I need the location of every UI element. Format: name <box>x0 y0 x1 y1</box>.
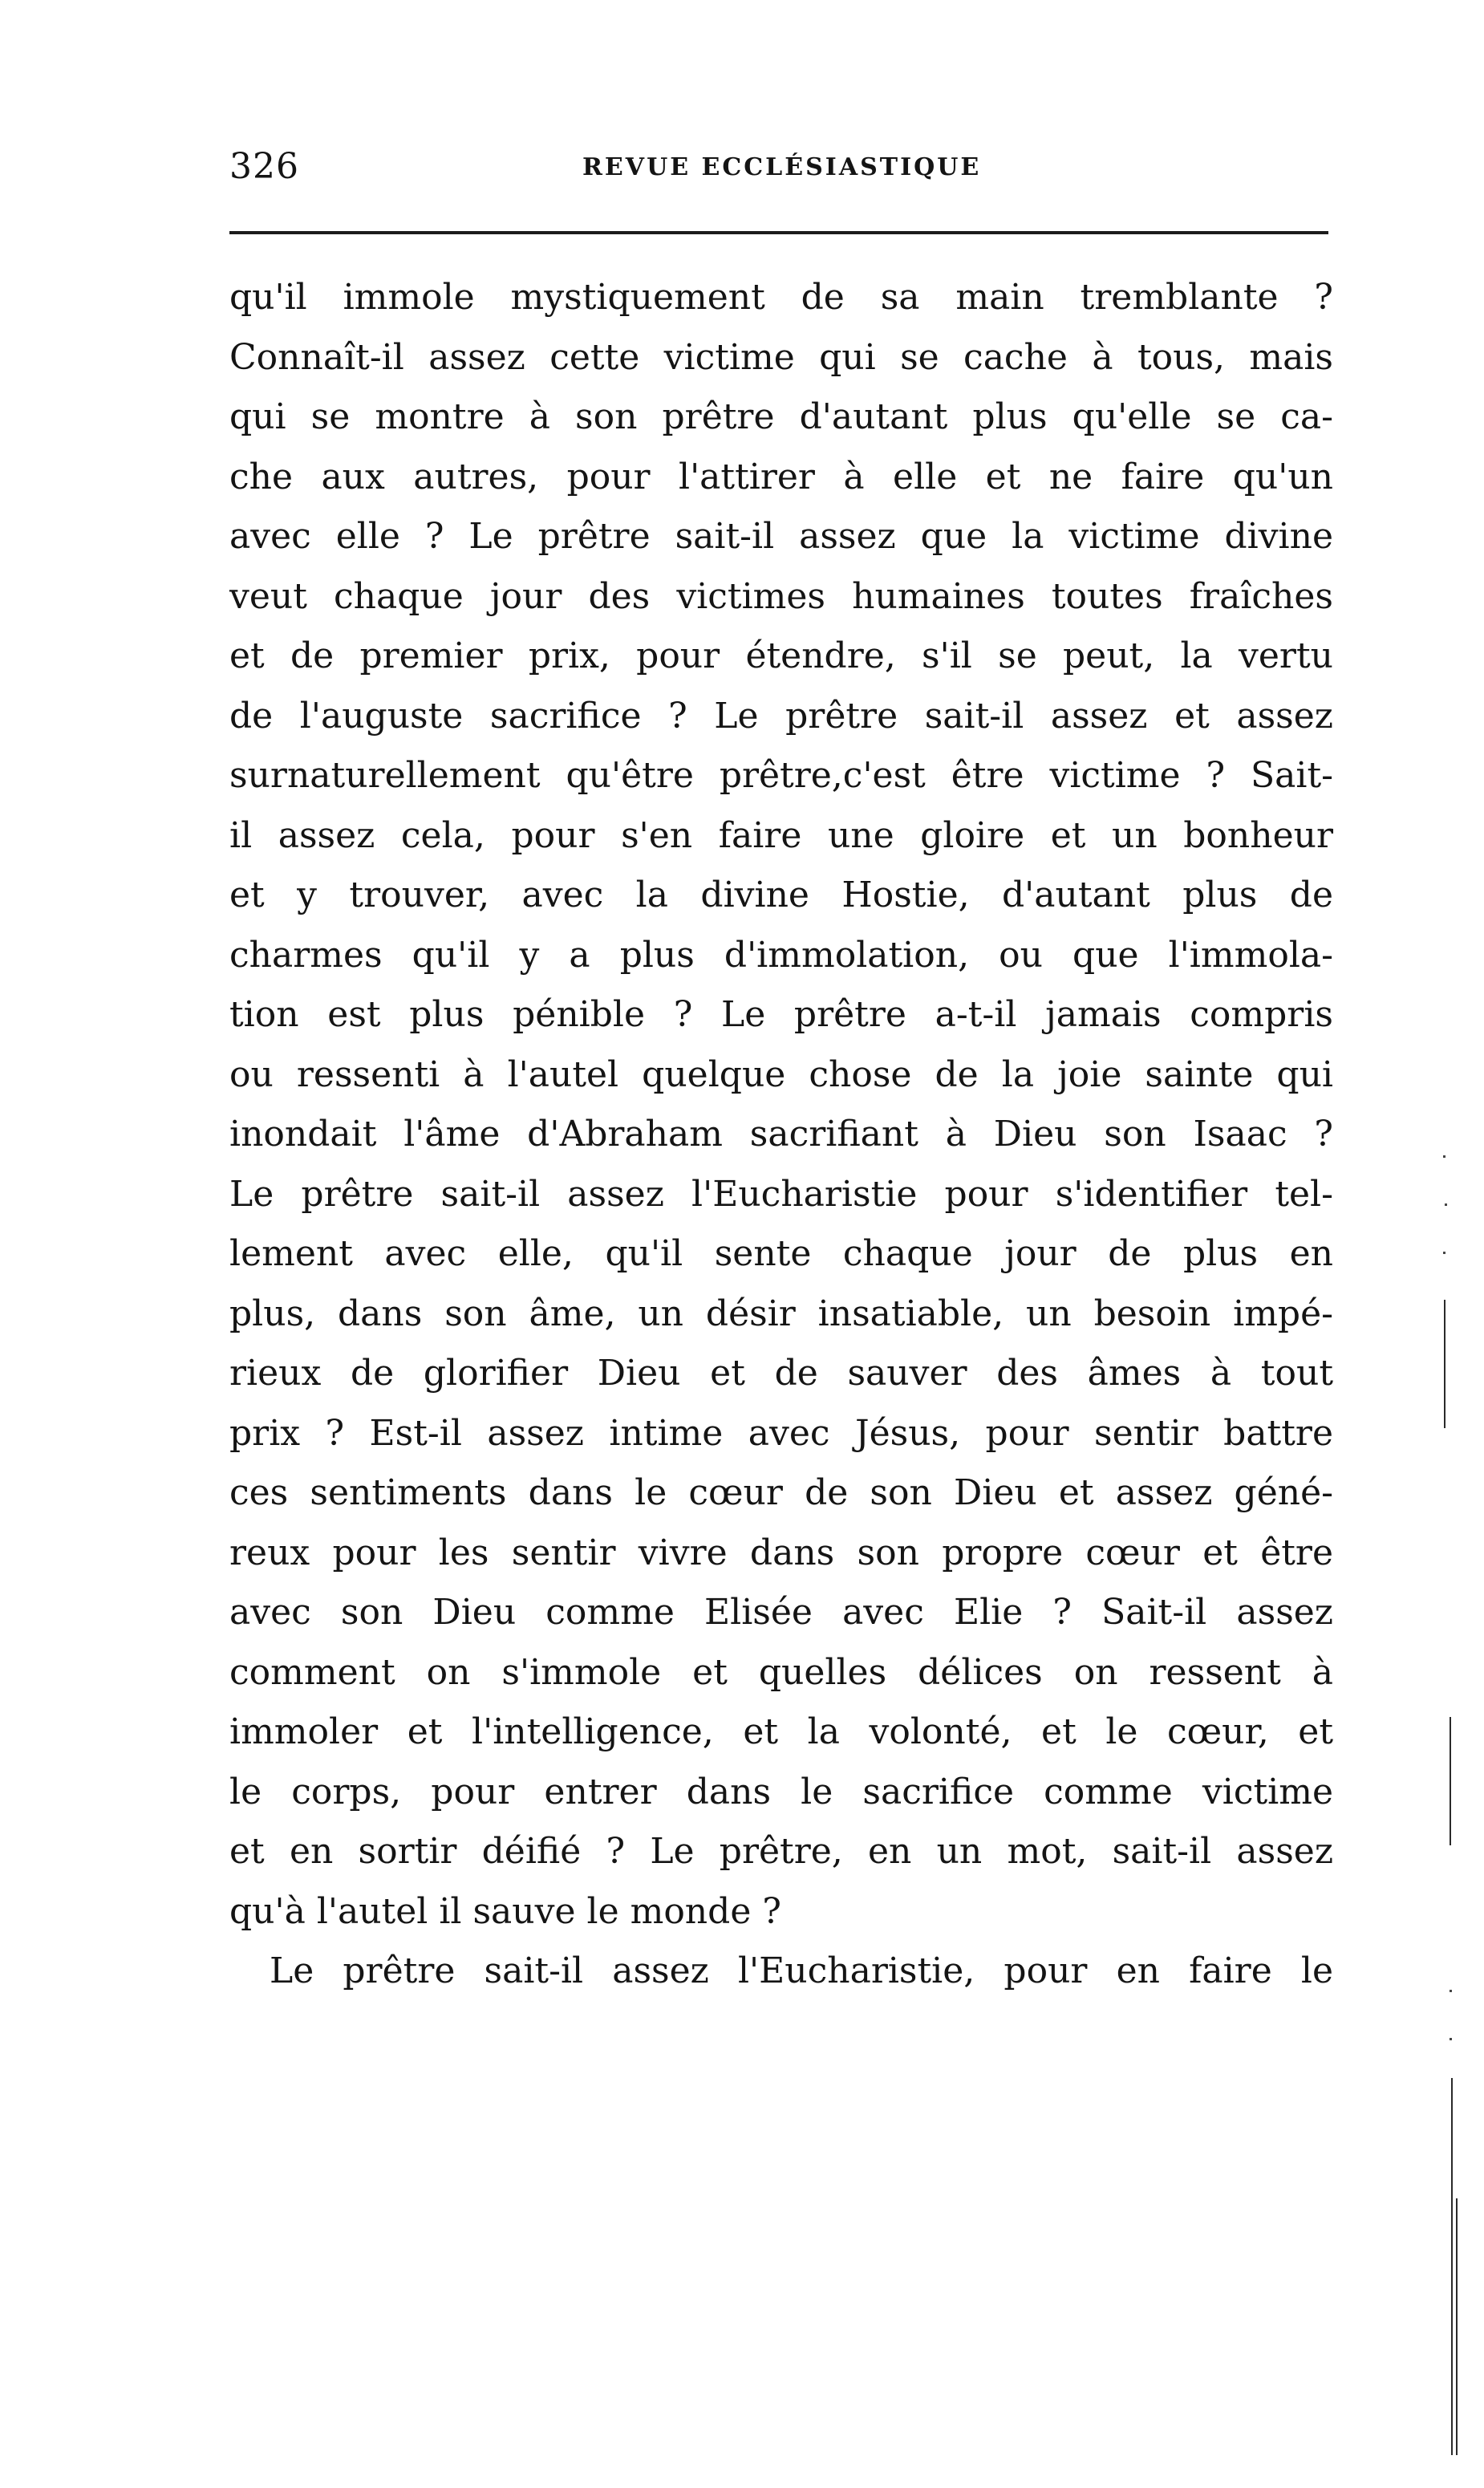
text-line: reux pour les sentir vivre dans son propre cœur et être <box>229 1532 1333 1573</box>
text-line: lement avec elle, qu'il sente chaque jour de plus en <box>229 1233 1333 1274</box>
page-number: 326 <box>229 146 299 187</box>
scan-speck <box>1445 1203 1447 1206</box>
text-line: veut chaque jour des victimes humaines toutes fraîches <box>229 575 1333 617</box>
text-line: comment on s'immole et quelles délices on ressent à <box>229 1651 1333 1693</box>
text-line: plus, dans son âme, un désir insatiable, un besoin impé- <box>229 1293 1333 1334</box>
text-line: avec son Dieu comme Elisée avec Elie ? Sait-il assez <box>229 1592 1333 1633</box>
text-line: le corps, pour entrer dans le sacrifice comme victime <box>229 1771 1333 1812</box>
header-rule <box>229 231 1328 234</box>
scan-edge-line <box>1444 1300 1445 1428</box>
text-line: immoler et l'intelligence, et la volonté, et le cœur, et <box>229 1711 1333 1752</box>
text-line: rieux de glorifier Dieu et de sauver des âmes à tout <box>229 1353 1333 1394</box>
text-line: Le prêtre sait-il assez l'Eucharistie, pour en faire le <box>270 1950 1333 1991</box>
scan-speck <box>1450 1990 1452 1992</box>
text-line: ou ressenti à l'autel quelque chose de la joie sainte qui <box>229 1053 1333 1095</box>
text-line: et y trouver, avec la divine Hostie, d'autant plus de <box>229 875 1333 915</box>
text-line: qui se montre à son prêtre d'autant plus qu'elle se ca- <box>229 396 1333 437</box>
scan-speck <box>1443 1155 1445 1158</box>
text-line: Connaît-il assez cette victime qui se cache à tous, mais <box>229 336 1333 378</box>
scan-edge-line <box>1450 1717 1451 1845</box>
body-text <box>229 268 1333 2002</box>
text-line: avec elle ? Le prêtre sait-il assez que la victime divine <box>229 516 1333 557</box>
text-line: et en sortir déifié ? Le prêtre, en un mot, sait-il assez <box>229 1831 1333 1872</box>
scan-speck <box>1450 2038 1452 2040</box>
scan-edge-line <box>1456 2198 1458 2455</box>
text-line: charmes qu'il y a plus d'immolation, ou que l'immola- <box>229 934 1333 976</box>
text-line: inondait l'âme d'Abraham sacrifiant à Dieu son Isaac ? <box>229 1114 1333 1155</box>
text-line: ces sentiments dans le cœur de son Dieu et assez géné- <box>229 1472 1333 1513</box>
text-line: che aux autres, pour l'attirer à elle et ne faire qu'un <box>229 456 1333 497</box>
text-line: et de premier prix, pour étendre, s'il se peut, la vertu <box>229 635 1333 676</box>
text-line: qu'à l'autel il sauve le monde ? <box>229 1890 781 1932</box>
text-line: il assez cela, pour s'en faire une gloire et un bonheur <box>229 814 1333 856</box>
running-head <box>229 143 1328 191</box>
text-line: de l'auguste sacrifice ? Le prêtre sait-il assez et assez <box>229 695 1333 737</box>
text-line: surnaturellement qu'être prêtre,c'est être victime ? Sait- <box>229 755 1333 796</box>
scan-edge-line <box>1451 2078 1453 2455</box>
text-line: Le prêtre sait-il assez l'Eucharistie pour s'identifier tel- <box>229 1173 1333 1215</box>
text-line: tion est plus pénible ? Le prêtre a-t-il jamais compris <box>229 994 1333 1035</box>
scan-speck <box>1443 1252 1445 1254</box>
text-line: prix ? Est-il assez intime avec Jésus, pour sentir battre <box>229 1412 1333 1454</box>
text-line: qu'il immole mystiquement de sa main tremblante ? <box>229 277 1333 318</box>
running-title: REVUE ECCLÉSIASTIQUE <box>582 153 982 181</box>
scan-margin-marks <box>1440 1155 1472 2455</box>
